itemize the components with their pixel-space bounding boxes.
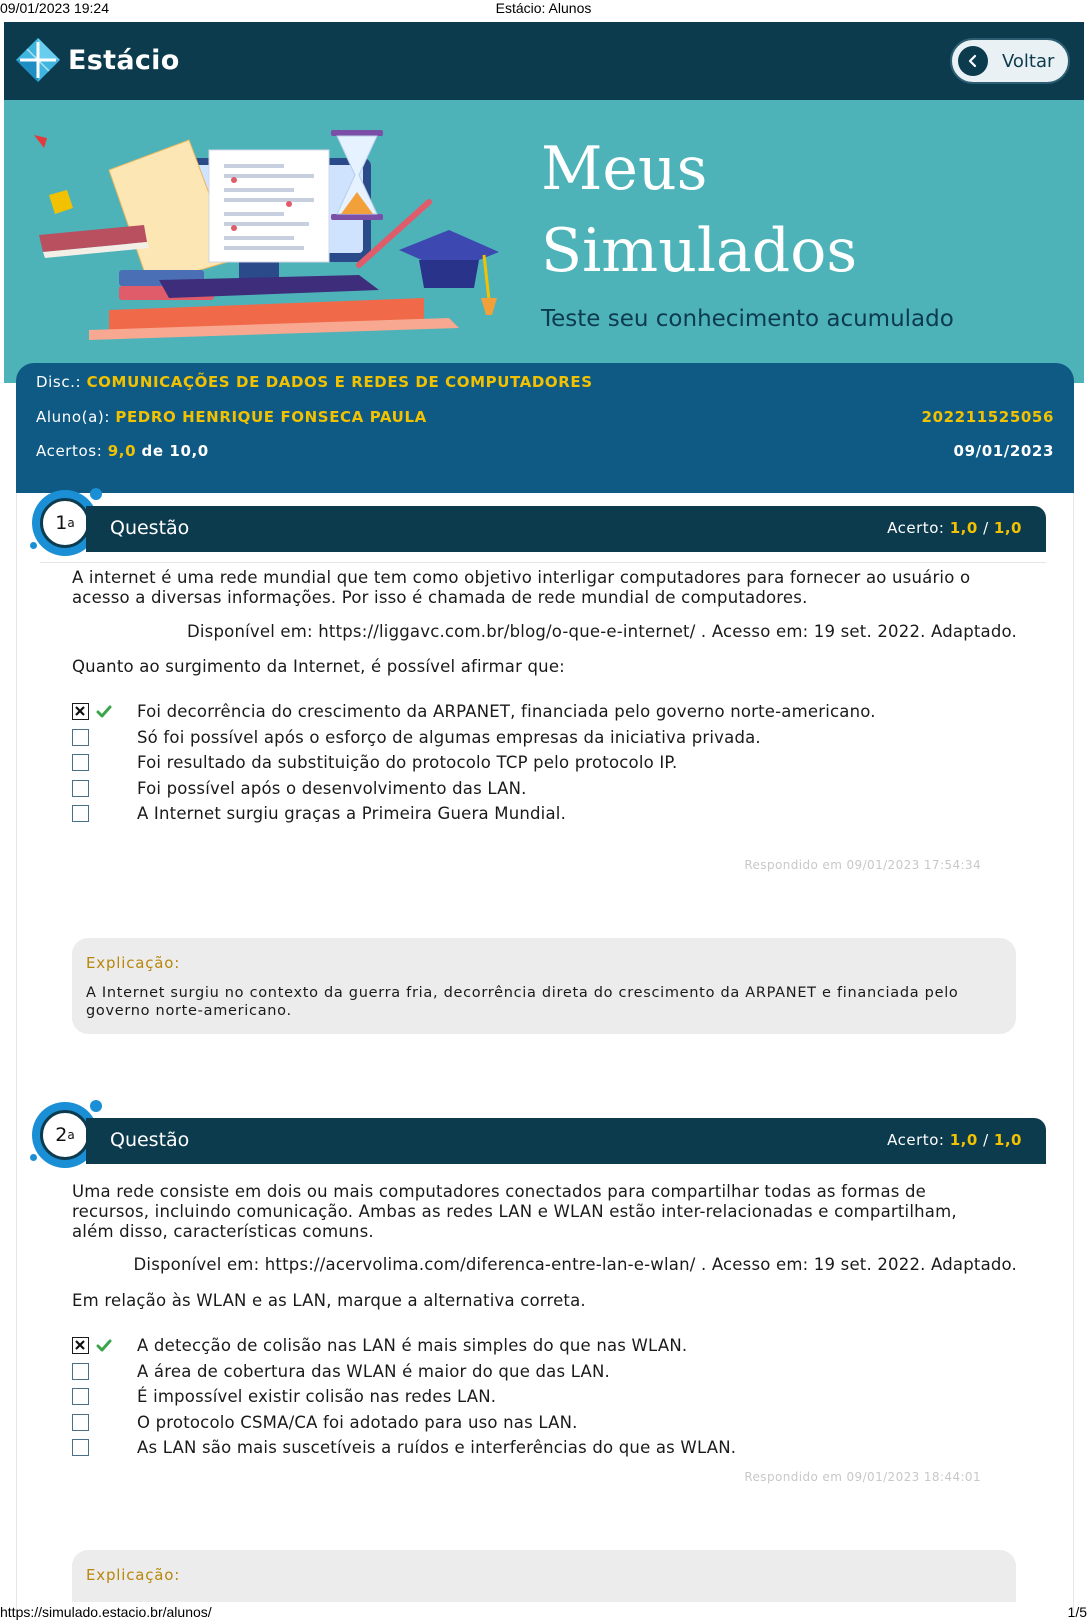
- exam-date: 09/01/2023: [953, 442, 1054, 460]
- brand-name: Estácio: [68, 44, 180, 76]
- exam-info-box: [16, 363, 1074, 493]
- badge-dot-icon: [90, 488, 102, 500]
- question-text: A internet é uma rede mundial que tem como objetivo interligar computadores para fornecer ao usuário o acesso a diversas informações. Por isso é chamada de rede mundial de computadores.: [72, 568, 971, 607]
- discipline-label: Disc.:: [36, 373, 82, 391]
- answer-option[interactable]: [72, 1384, 1022, 1410]
- score-total: de 10,0: [141, 442, 209, 460]
- answer-options: [72, 1333, 1022, 1461]
- question-prompt: Quanto ao surgimento da Internet, é possível afirmar que:: [72, 657, 565, 676]
- brand-logo[interactable]: [14, 36, 180, 84]
- question-label: Questão: [110, 517, 190, 539]
- discipline-row: [36, 373, 1054, 391]
- badge-dot-icon: [30, 542, 37, 549]
- correct-check-icon: [96, 704, 112, 723]
- answer-options: [72, 699, 1022, 827]
- question-prompt: Em relação às WLAN e as LAN, marque a alternativa correta.: [72, 1291, 586, 1310]
- checkbox[interactable]: [72, 1388, 89, 1405]
- hero-title-line2: Simulados: [541, 216, 858, 286]
- question-number-badge: 1 a: [32, 490, 98, 556]
- answer-option[interactable]: [72, 776, 1022, 802]
- answer-option-text: As LAN são mais suscetíveis a ruídos e interferências do que as WLAN.: [137, 1438, 737, 1458]
- divider: [40, 562, 1046, 563]
- score-row: [36, 442, 1054, 460]
- student-label: Aluno(a):: [36, 408, 110, 426]
- badge-dot-icon: [30, 1154, 37, 1161]
- question-score: Acerto: 1,0 / 1,0: [887, 519, 1022, 537]
- checkbox[interactable]: [72, 1439, 89, 1456]
- student-registration: 202211525056: [921, 408, 1054, 426]
- study-illustration: [29, 130, 519, 355]
- score-label: Acertos:: [36, 442, 103, 460]
- estacio-logo-icon: [14, 36, 62, 84]
- answer-option[interactable]: [72, 801, 1022, 827]
- answer-option-text: Foi possível após o desenvolvimento das LAN.: [137, 778, 527, 798]
- answer-option[interactable]: [72, 725, 1022, 751]
- chevron-left-icon: [958, 46, 988, 76]
- question-number-badge: 2 a: [32, 1102, 98, 1168]
- answer-option[interactable]: [72, 1359, 1022, 1385]
- correct-check-icon: [96, 1338, 112, 1357]
- answer-option-text: A detecção de colisão nas LAN é mais simples do que nas WLAN.: [137, 1336, 688, 1356]
- top-bar: [4, 22, 1084, 100]
- answer-option-text: É impossível existir colisão nas redes LAN.: [137, 1387, 497, 1407]
- print-page-number: 1/5: [1067, 1604, 1087, 1620]
- checkbox[interactable]: [72, 1363, 89, 1380]
- hero-banner: [4, 100, 1084, 383]
- hero-title-line1: Meus: [541, 134, 708, 204]
- score-value: 9,0: [107, 442, 137, 460]
- answer-option-text: Foi decorrência do crescimento da ARPANET, financiada pelo governo norte-americano.: [137, 702, 876, 722]
- student-row: [36, 408, 1054, 426]
- answer-option[interactable]: [72, 1333, 1022, 1359]
- question-header: [86, 1118, 1046, 1164]
- print-header: [0, 0, 1087, 18]
- answer-option[interactable]: [72, 699, 1022, 725]
- answer-option-text: Foi resultado da substituição do protocolo TCP pelo protocolo IP.: [137, 753, 678, 773]
- question-source: Disponível em: https://liggavc.com.br/blog/o-que-e-internet/ . Acesso em: 19 set. 2022. Adaptado.: [186, 622, 1017, 641]
- answer-option-text: Só foi possível após o esforço de algumas empresas da iniciativa privada.: [137, 727, 761, 747]
- explanation-title: Explicação:: [86, 954, 181, 972]
- answer-option-text: A área de cobertura das WLAN é maior do que das LAN.: [137, 1361, 610, 1381]
- back-button-label: Voltar: [1002, 50, 1055, 72]
- question-score: Acerto: 1,0 / 1,0: [887, 1131, 1022, 1149]
- discipline-value: COMUNICAÇÕES DE DADOS E REDES DE COMPUTADORES: [86, 373, 593, 391]
- question-label: Questão: [110, 1129, 190, 1151]
- answered-timestamp: Respondido em 09/01/2023 17:54:34: [744, 858, 981, 872]
- print-title: Estácio: Alunos: [495, 0, 592, 16]
- answer-option[interactable]: [72, 1435, 1022, 1461]
- explanation-box: [72, 1550, 1016, 1602]
- answer-option-text: O protocolo CSMA/CA foi adotado para uso nas LAN.: [137, 1412, 578, 1432]
- explanation-title: Explicação:: [86, 1566, 181, 1584]
- hero-title: [541, 128, 857, 292]
- checkbox-checked[interactable]: [72, 703, 89, 720]
- explanation-box: [72, 938, 1016, 1034]
- answer-option[interactable]: [72, 750, 1022, 776]
- explanation-text: A Internet surgiu no contexto da guerra fria, decorrência direta do crescimento da ARPANET e financiada pelo governo norte-americano.: [86, 985, 959, 1019]
- checkbox[interactable]: [72, 805, 89, 822]
- checkbox[interactable]: [72, 754, 89, 771]
- print-url: https://simulado.estacio.br/alunos/: [0, 1604, 212, 1620]
- hero-subtitle: Teste seu conhecimento acumulado: [541, 306, 954, 332]
- answered-timestamp: Respondido em 09/01/2023 18:44:01: [744, 1470, 981, 1484]
- checkbox-checked[interactable]: [72, 1337, 89, 1354]
- question-source: Disponível em: https://acervolima.com/diferenca-entre-lan-e-wlan/ . Acesso em: 19 set. 2022. Adaptado.: [133, 1255, 1017, 1274]
- print-datetime: 09/01/2023 19:24: [0, 0, 109, 16]
- back-button[interactable]: [950, 38, 1070, 84]
- answer-option[interactable]: [72, 1410, 1022, 1436]
- checkbox[interactable]: [72, 780, 89, 797]
- question-header: [86, 506, 1046, 552]
- question-text: Uma rede consiste em dois ou mais computadores conectados para compartilhar todas as formas de recursos, incluindo comunicação. Ambas as redes LAN e WLAN estão inter-relacionadas e compartilham, além disso, características comuns.: [72, 1182, 957, 1241]
- checkbox[interactable]: [72, 729, 89, 746]
- student-name: PEDRO HENRIQUE FONSECA PAULA: [115, 408, 427, 426]
- badge-dot-icon: [90, 1100, 102, 1112]
- checkbox[interactable]: [72, 1414, 89, 1431]
- print-footer: [0, 1602, 1087, 1622]
- answer-option-text: A Internet surgiu graças a Primeira Guera Mundial.: [137, 804, 567, 824]
